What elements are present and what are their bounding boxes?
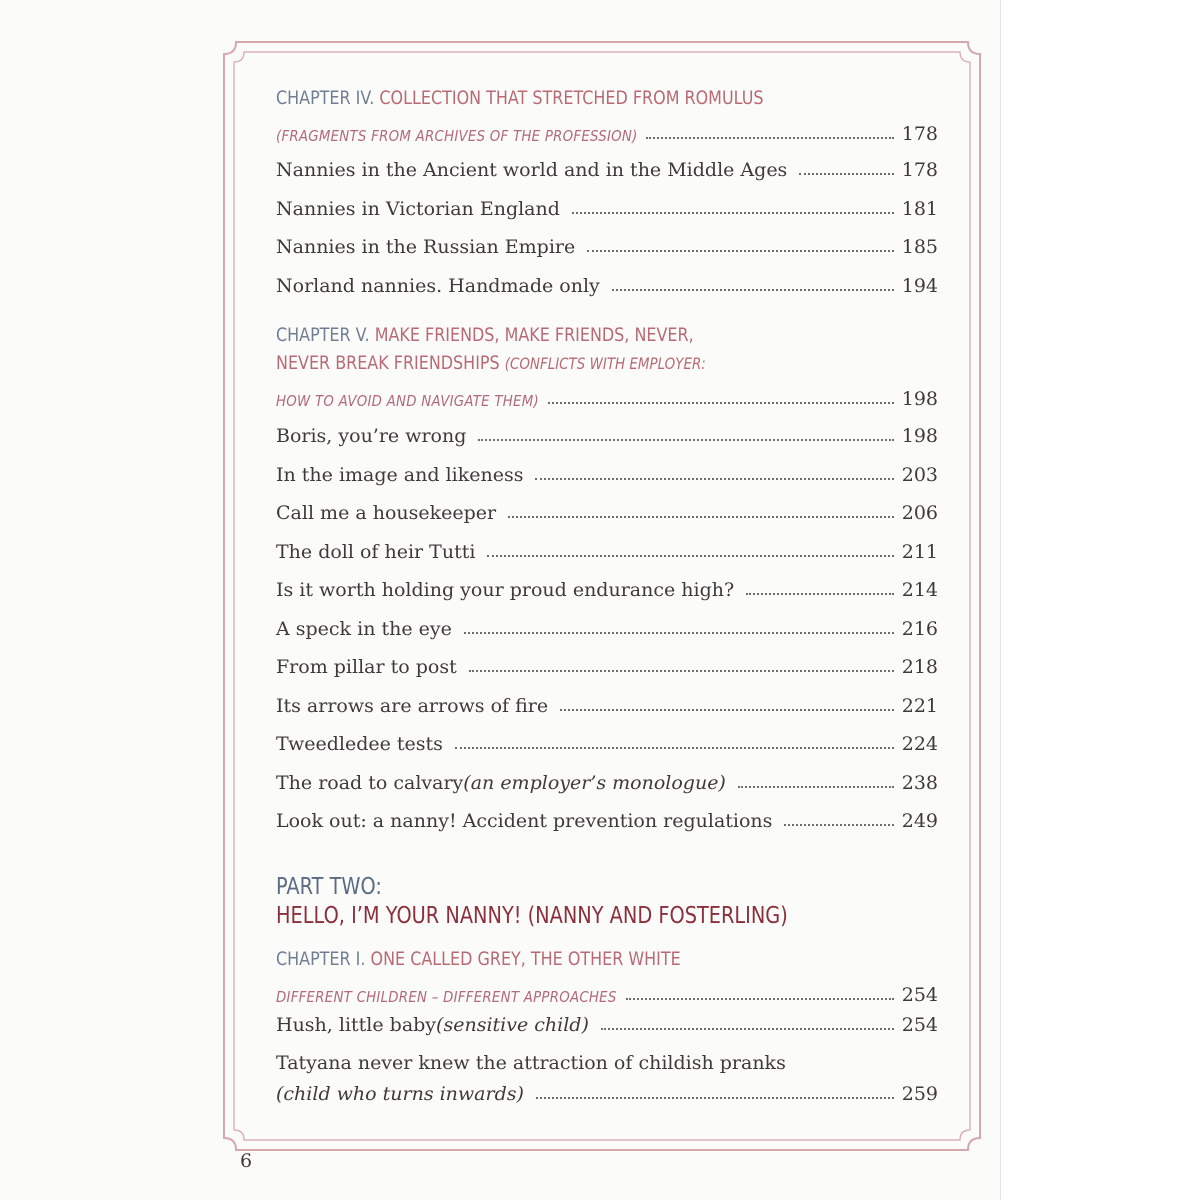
chapter-5-title-line2: NEVER BREAK FRIENDSHIPS bbox=[276, 352, 505, 374]
entry-title: Tatyana never knew the attraction of childish pranks bbox=[276, 1052, 786, 1074]
leader-dots bbox=[612, 289, 894, 291]
chapter-5-subtitle-line1: (CONFLICTS WITH EMPLOYER: bbox=[504, 354, 706, 373]
page-number: 224 bbox=[901, 733, 938, 755]
part-two-title-text: HELLO, I’M YOUR NANNY! (NANNY AND FOSTERLING) bbox=[276, 903, 788, 929]
chapter-1-heading bbox=[276, 948, 681, 970]
page-number: 259 bbox=[901, 1083, 938, 1105]
leader-dots bbox=[548, 402, 894, 404]
toc-entry[interactable] bbox=[276, 1002, 938, 1036]
page-number: 178 bbox=[901, 123, 938, 145]
entry-title: Call me a housekeeper bbox=[276, 502, 497, 524]
page-number-footer: 6 bbox=[240, 1150, 253, 1172]
leader-dots bbox=[799, 173, 893, 175]
entry-title: Tweedledee tests bbox=[276, 733, 443, 755]
entry-title: Hush, little baby bbox=[276, 1014, 437, 1036]
toc-entry[interactable] bbox=[276, 721, 938, 755]
toc-entry[interactable] bbox=[276, 644, 938, 678]
page-number: 211 bbox=[901, 541, 938, 563]
leader-dots bbox=[626, 998, 894, 1000]
toc-entry[interactable] bbox=[276, 413, 938, 447]
page-number: 185 bbox=[901, 236, 938, 258]
page-number: 254 bbox=[901, 984, 938, 1006]
leader-dots bbox=[784, 824, 893, 826]
chapter-4-heading bbox=[276, 87, 764, 109]
chapter-4-subtitle: (FRAGMENTS FROM ARCHIVES OF THE PROFESSION) bbox=[276, 127, 638, 145]
leader-dots bbox=[455, 747, 894, 749]
page-number: 203 bbox=[901, 464, 938, 486]
page-number: 178 bbox=[901, 159, 938, 181]
toc-entry-line2[interactable] bbox=[276, 1071, 938, 1105]
entry-note: (child who turns inwards) bbox=[276, 1083, 524, 1105]
leader-dots bbox=[508, 516, 894, 518]
page-number: 238 bbox=[901, 772, 938, 794]
toc-entry[interactable] bbox=[276, 147, 938, 181]
entry-title: Look out: a nanny! Accident prevention regulations bbox=[276, 810, 773, 832]
toc-row-ch1-subtitle[interactable] bbox=[276, 972, 938, 1006]
toc-entry[interactable] bbox=[276, 760, 938, 794]
page-edge bbox=[1000, 0, 1200, 1200]
page-number: 181 bbox=[901, 198, 938, 220]
part-two-label bbox=[276, 874, 382, 900]
toc-entry[interactable] bbox=[276, 683, 938, 717]
entry-title: Nannies in the Russian Empire bbox=[276, 236, 576, 258]
leader-dots bbox=[536, 1097, 894, 1099]
page-number: 198 bbox=[901, 425, 938, 447]
toc-entry[interactable] bbox=[276, 567, 938, 601]
entry-title: Its arrows are arrows of fire bbox=[276, 695, 549, 717]
entry-title: Nannies in Victorian England bbox=[276, 198, 560, 220]
entry-note: (an employer’s monologue) bbox=[463, 772, 726, 794]
page-number: 214 bbox=[901, 579, 938, 601]
page-number: 249 bbox=[901, 810, 938, 832]
leader-dots bbox=[487, 555, 893, 557]
chapter-5-heading-line2 bbox=[276, 352, 706, 374]
leader-dots bbox=[464, 632, 894, 634]
toc-entry[interactable] bbox=[276, 490, 938, 524]
entry-note: (sensitive child) bbox=[436, 1014, 589, 1036]
chapter-1-title: ONE CALLED GREY, THE OTHER WHITE bbox=[370, 948, 681, 970]
entry-title: Norland nannies. Handmade only bbox=[276, 275, 600, 297]
part-two-label-text: PART TWO: bbox=[276, 874, 382, 900]
part-two-title bbox=[276, 903, 788, 929]
toc-entry[interactable] bbox=[276, 224, 938, 258]
toc-row-ch4-subtitle[interactable] bbox=[276, 111, 938, 145]
leader-dots bbox=[469, 670, 894, 672]
chapter-1-label: CHAPTER I. bbox=[276, 948, 371, 970]
leader-dots bbox=[560, 709, 894, 711]
page-number: 198 bbox=[901, 388, 938, 410]
toc-entry[interactable] bbox=[276, 529, 938, 563]
toc-entry-line1[interactable] bbox=[276, 1040, 938, 1074]
chapter-4-title: COLLECTION THAT STRETCHED FROM ROMULUS bbox=[379, 87, 764, 109]
entry-title: Nannies in the Ancient world and in the Middle Ages bbox=[276, 159, 788, 181]
chapter-4-label: CHAPTER IV. bbox=[276, 87, 380, 109]
leader-dots bbox=[587, 250, 894, 252]
leader-dots bbox=[478, 439, 893, 441]
leader-dots bbox=[601, 1028, 894, 1030]
chapter-5-subtitle-line2: HOW TO AVOID AND NAVIGATE THEM) bbox=[276, 392, 539, 410]
page-number: 221 bbox=[901, 695, 938, 717]
entry-title: A speck in the eye bbox=[276, 618, 452, 640]
chapter-5-label: CHAPTER V. bbox=[276, 324, 375, 346]
toc-entry[interactable] bbox=[276, 606, 938, 640]
chapter-1-subtitle: DIFFERENT CHILDREN – DIFFERENT APPROACHES bbox=[276, 988, 617, 1006]
leader-dots bbox=[646, 137, 893, 139]
entry-title: The doll of heir Tutti bbox=[276, 541, 476, 563]
toc-entry[interactable] bbox=[276, 798, 938, 832]
page-number: 194 bbox=[901, 275, 938, 297]
toc-entry[interactable] bbox=[276, 263, 938, 297]
leader-dots bbox=[746, 593, 894, 595]
chapter-5-title-line1: MAKE FRIENDS, MAKE FRIENDS, NEVER, bbox=[374, 324, 694, 346]
toc-entry[interactable] bbox=[276, 452, 938, 486]
entry-title: From pillar to post bbox=[276, 656, 457, 678]
entry-title: The road to calvary bbox=[276, 772, 464, 794]
page-number: 254 bbox=[901, 1014, 938, 1036]
page-number: 218 bbox=[901, 656, 938, 678]
page-number: 216 bbox=[901, 618, 938, 640]
leader-dots bbox=[572, 212, 894, 214]
toc-entry[interactable] bbox=[276, 186, 938, 220]
page-number: 206 bbox=[901, 502, 938, 524]
leader-dots bbox=[535, 478, 893, 480]
leader-dots bbox=[738, 786, 894, 788]
toc-row-ch5-subtitle[interactable] bbox=[276, 376, 938, 410]
chapter-5-heading-line1 bbox=[276, 324, 694, 346]
entry-title: Is it worth holding your proud endurance high? bbox=[276, 579, 735, 601]
entry-title: In the image and likeness bbox=[276, 464, 524, 486]
entry-title: Boris, you’re wrong bbox=[276, 425, 467, 447]
